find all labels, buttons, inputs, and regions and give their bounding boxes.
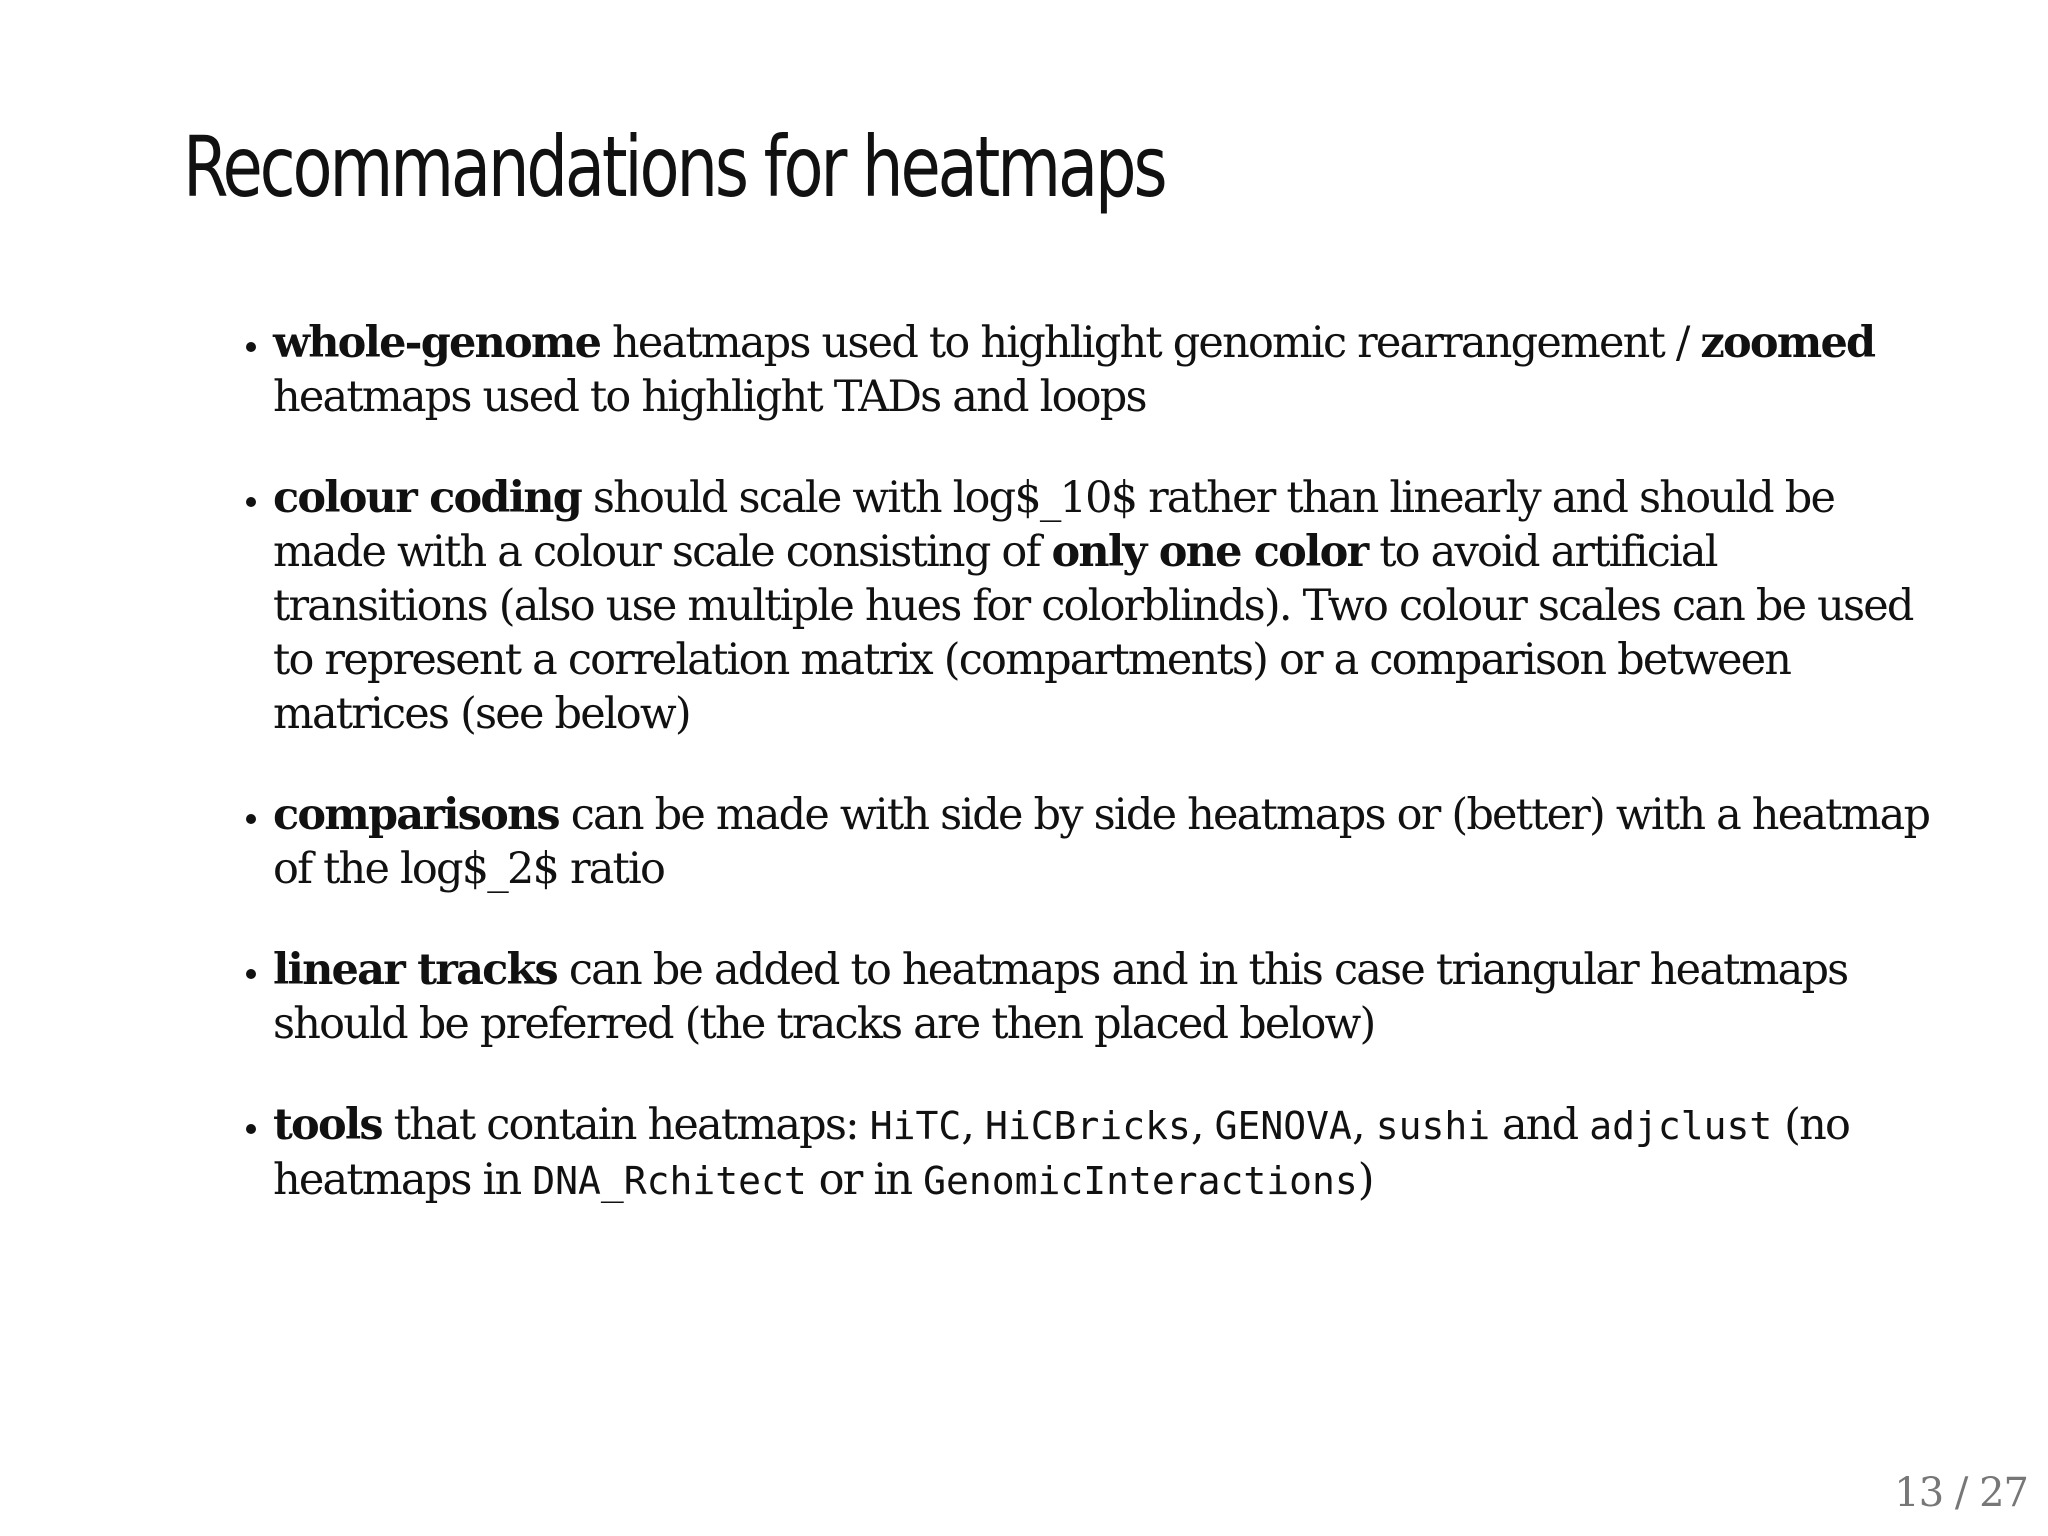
page-total: 27 [1979,1470,2028,1516]
tool-name-sushi: sushi [1375,1104,1491,1148]
separator: and [1490,1100,1590,1150]
bullet-item-linear-tracks [273,943,1933,1051]
bullet-text: heatmaps used to highlight genomic rearrangement / [600,318,1701,368]
bullet-term: tools [273,1100,382,1150]
bullet-list [233,316,1933,1255]
page-current: 13 [1894,1470,1944,1516]
bullet-text: should scale with log$_10$ rather than linearly and should be made with a colour scale consisting of [273,473,1835,577]
page-separator: / [1943,1470,1980,1516]
bullet-term: linear tracks [273,945,557,995]
tool-name-hitc: HiTC [869,1104,962,1148]
bullet-term: whole-genome [273,318,601,368]
tool-name-adjclust: adjclust [1589,1104,1773,1148]
bullet-term: only one color [1051,527,1368,577]
bullet-text: can be added to heatmaps and in this case triangular heatmaps should be preferred (the tracks are then placed below) [273,945,1848,1049]
bullet-text: or in [806,1155,924,1205]
page-number [1894,1470,2028,1516]
bullet-item-comparisons [273,788,1933,896]
separator: , [1351,1100,1376,1150]
tool-name-genova: GENOVA [1214,1104,1352,1148]
bullet-item-tools [273,1098,1933,1208]
tool-name-hicbricks: HiCBricks [985,1104,1191,1148]
bullet-item-whole-genome [273,316,1933,424]
bullet-text: to avoid artificial transitions (also use multiple hues for colorblinds). Two colour scales can be used to represent a correlation matrix (compartments) or a comparison between matrices (see below) [273,527,1913,739]
bullet-text: ) [1357,1155,1373,1205]
bullet-term: comparisons [273,790,559,840]
bullet-text: heatmaps used to highlight TADs and loops [273,372,1146,422]
bullet-text: that contain heatmaps: [381,1100,870,1150]
bullet-item-colour-coding [273,471,1933,741]
separator: , [961,1100,985,1150]
separator: , [1190,1100,1215,1150]
slide-title: Recommandations for heatmaps [183,118,1165,216]
tool-name-genomicinteractions: GenomicInteractions [923,1159,1358,1203]
bullet-text: (no heatmaps in [273,1100,1850,1205]
bullet-text: can be made with side by side heatmaps or (better) with a heatmap of the log$_2$ ratio [273,790,1930,894]
tool-name-dna-rchitect: DNA_Rchitect [532,1159,807,1203]
bullet-term: colour coding [273,473,581,523]
bullet-term: zoomed [1700,318,1875,368]
